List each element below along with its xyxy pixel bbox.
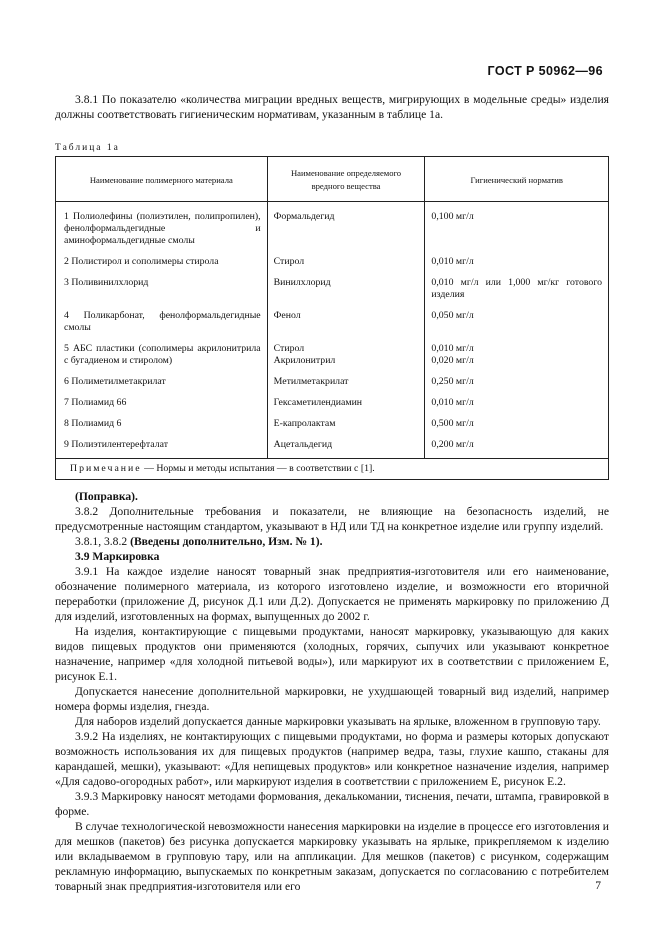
cell-substance: Фенол: [267, 308, 425, 341]
paragraph-extra-marking: Допускается нанесение дополнительной маркировки, не ухудшающей товарный вид изделий, например номера формы изделия, гнезда.: [55, 685, 609, 713]
cell-substance: Формальдегид: [267, 202, 425, 255]
note-label: Примечание: [70, 463, 142, 474]
table-row: [56, 437, 609, 459]
hygiene-norms-table: [55, 156, 609, 480]
table-row: [56, 416, 609, 437]
table-row: [56, 374, 609, 395]
cell-norm: 0,010 мг/л или 1,000 мг/кг готового изделия: [425, 275, 609, 308]
reference-bold: (Введены дополнительно, Изм. № 1).: [130, 535, 323, 548]
page-number: 7: [595, 880, 601, 892]
cell-norm: 0,050 мг/л: [425, 308, 609, 341]
cell-material: 3 Поливинилхлорид: [56, 275, 268, 308]
cell-substance: Ацетальдегид: [267, 437, 425, 459]
cell-norm: 0,250 мг/л: [425, 374, 609, 395]
table-note: [56, 459, 609, 480]
page-content: [55, 92, 609, 894]
cell-norm: 0,500 мг/л: [425, 416, 609, 437]
cell-substance: Стирол Акрилонитрил: [267, 341, 425, 374]
cell-substance: Гексаметилендиамин: [267, 395, 425, 416]
column-header-substance: Наименование определяемого вредного вещества: [267, 157, 425, 202]
table-row: [56, 341, 609, 374]
table-row: [56, 202, 609, 255]
cell-material: 8 Полиамид 6: [56, 416, 268, 437]
cell-material: 2 Полистирол и сополимеры стирола: [56, 254, 268, 275]
cell-norm: 0,010 мг/л: [425, 395, 609, 416]
table-header-row: [56, 157, 609, 202]
paragraph-technological: В случае технологической невозможности нанесения маркировки на изделие в процессе его изготовления и для мешков (пакетов) без рисунка допускается маркировку указывать на ярлыке, прикрепляемом к изделию или вкладываемом в групповую тару, или на аппликации. Для мешков (пакетов) с рисунком, содержащим рекламную информацию, выпускаемых по конкретным заказам, допускается по согласованию с потребителем товарный знак предприятия-изготовителя или его: [55, 820, 609, 893]
cell-material: 1 Полиолефины (полиэтилен, полипропилен), фенолформальдегидные и аминоформальдегидные смолы: [56, 202, 268, 255]
cell-substance: Стирол: [267, 254, 425, 275]
paragraph-3-9-1: 3.9.1 На каждое изделие наносят товарный знак предприятия-изготовителя или его наименование, обозначение полимерного материала, из которого изготовлено изделие, и возможности его вторичной переработки (приложение Д, рисунок Д.1 или Д.2). Допускается не применять маркировку по приложению Д для изделий, изготовленных на формах, выпущенных до 2002 г.: [55, 565, 609, 623]
table-row: [56, 395, 609, 416]
paragraph-amendment-reference: [55, 534, 609, 549]
table-caption: Таблица 1а: [55, 143, 120, 153]
cell-norm: 0,010 мг/л: [425, 254, 609, 275]
table-row: [56, 308, 609, 341]
cell-substance: Е-капролактам: [267, 416, 425, 437]
table-note-row: [56, 459, 609, 480]
paragraph-food-contact: На изделия, контактирующие с пищевыми продуктами, наносят маркировку, указывающую для каких видов пищевых продуктов они применяются (холодных, горячих, сыпучих или указывают конкретное назначение, например «для холодной питьевой воды»), или маркируют их в соответствии с приложением Е, рисунок Е.1.: [55, 625, 609, 683]
column-header-material: Наименование полимерного материала: [56, 157, 268, 202]
document-header: ГОСТ Р 50962—96: [487, 64, 603, 78]
cell-material: 9 Полиэтилентерефталат: [56, 437, 268, 459]
table-row: [56, 254, 609, 275]
cell-material: 7 Полиамид 66: [56, 395, 268, 416]
paragraph-3-8-2: 3.8.2 Дополнительные требования и показатели, не влияющие на безопасность изделий, не предусмотренные настоящим стандартом, указывают в НД или ТД на конкретное изделие или группу изделий.: [55, 505, 609, 533]
section-title-3-9: 3.9 Маркировка: [75, 550, 160, 563]
amendment-note: (Поправка).: [75, 490, 138, 503]
cell-material: 6 Полиметилметакрилат: [56, 374, 268, 395]
cell-norm: 0,010 мг/л 0,020 мг/л: [425, 341, 609, 374]
cell-norm: 0,200 мг/л: [425, 437, 609, 459]
paragraph-sets: Для наборов изделий допускается данные маркировки указывать на ярлыке, вложенном в групповую тару.: [75, 715, 601, 728]
note-text: — Нормы и методы испытания — в соответствии с [1].: [141, 463, 375, 474]
cell-norm: 0,100 мг/л: [425, 202, 609, 255]
table-row: [56, 275, 609, 308]
cell-substance: Метилметакрилат: [267, 374, 425, 395]
reference-label: 3.8.1, 3.8.2: [75, 535, 131, 548]
cell-material: 5 АБС пластики (сополимеры акрилонитрила с бугадиеном и стиролом): [56, 341, 268, 374]
paragraph-3-8-1: 3.8.1 По показателю «количества миграции вредных веществ, мигрирующих в модельные среды» изделия должны соответствовать гигиеническим нормативам, указанным в таблице 1а.: [55, 93, 609, 121]
paragraph-3-9-2: 3.9.2 На изделиях, не контактирующих с пищевыми продуктами, но форма и размеры которых допускают возможность использования их для пищевых продуктов (например ведра, тазы, глухие кашпо, стаканы для карандашей, мешки), указывают: «Для непищевых продуктов» или конкретное назначение изделия, например «Для садово-огородных работ», или маркируют изделия в соответствии с приложением Е, рисунок Е.2.: [55, 730, 609, 788]
paragraph-3-9-3: 3.9.3 Маркировку наносят методами формования, декалькомании, тиснения, печати, штампа, гравировкой в форме.: [55, 790, 609, 818]
cell-substance: Винилхлорид: [267, 275, 425, 308]
column-header-norm: Гигиенический норматив: [425, 157, 609, 202]
cell-material: 4 Поликарбонат, фенолформальдегидные смолы: [56, 308, 268, 341]
